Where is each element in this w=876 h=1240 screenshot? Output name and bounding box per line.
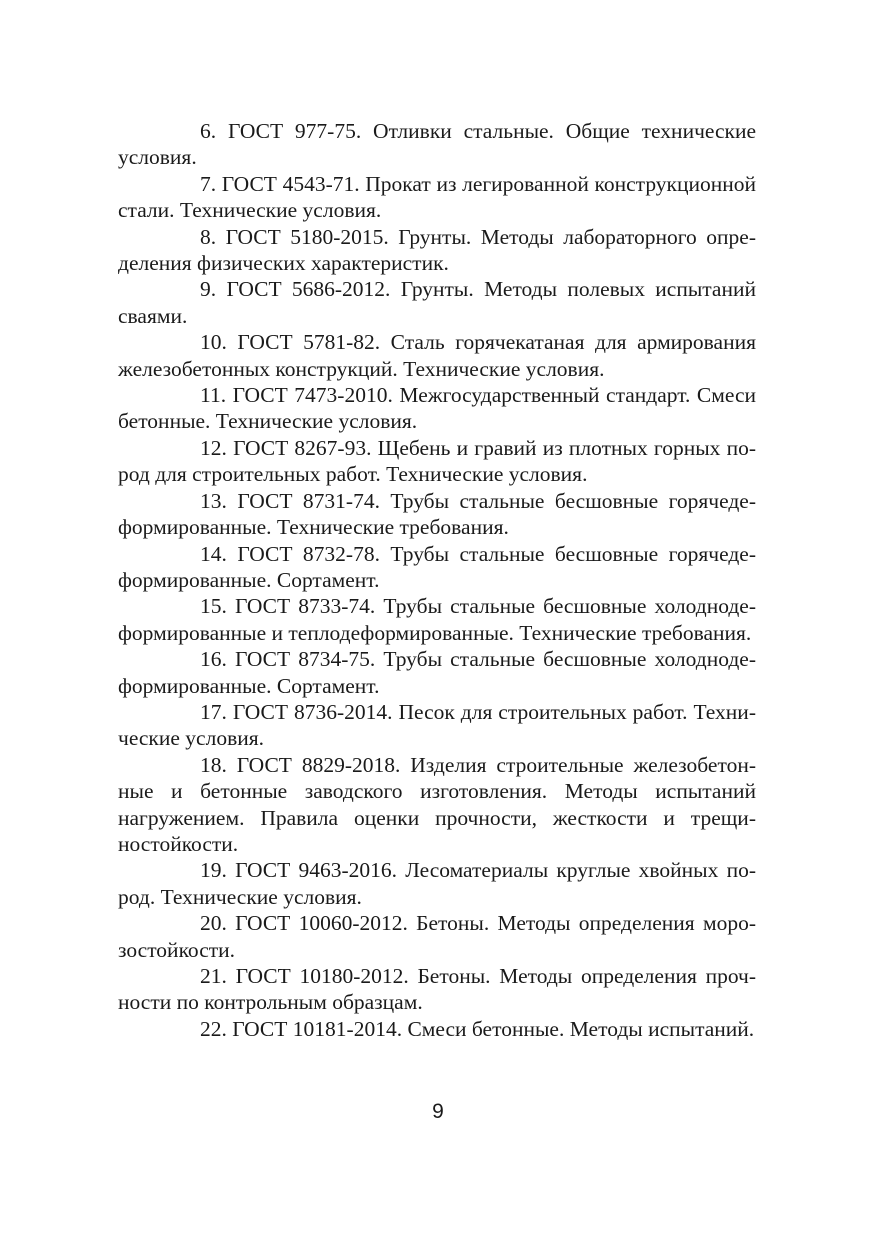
reference-item [118, 857, 756, 910]
reference-number: 11. [200, 383, 227, 408]
reference-text: ГОСТ 8732-78. Трубы стальные бесшовные горячедеформированные. Сортамент. [118, 541, 756, 592]
reference-number: 18. [200, 752, 227, 777]
reference-number: 13. [200, 488, 227, 513]
reference-text: ГОСТ 5781-82. Сталь горячекатаная для армирования железобетонных конструкций. Технические условия. [118, 330, 756, 381]
reference-number: 17. [200, 699, 227, 724]
reference-number: 15. [200, 594, 227, 619]
reference-item [118, 752, 756, 858]
reference-text: ГОСТ 9463-2016. Лесоматериалы круглые хвойных пород. Технические условия. [118, 858, 757, 909]
reference-number: 8. [200, 224, 217, 249]
reference-text: ГОСТ 8734-75. Трубы стальные бесшовные холоднодеформированные. Сортамент. [118, 647, 757, 698]
reference-item [118, 276, 756, 329]
reference-item [118, 329, 756, 382]
reference-item [118, 646, 756, 699]
reference-item [118, 593, 756, 646]
reference-item [118, 910, 756, 963]
reference-number: 10. [200, 330, 227, 355]
reference-text: ГОСТ 8736-2014. Песок для строительных работ. Технические условия. [118, 699, 756, 751]
reference-item [118, 382, 756, 435]
reference-text: ГОСТ 4543-71. Прокат из легированной конструкционной стали. Технические условия. [118, 171, 757, 223]
reference-number: 9. [200, 277, 217, 302]
reference-number: 19. [200, 858, 227, 883]
reference-item [118, 1016, 756, 1042]
reference-number: 12. [200, 435, 227, 460]
reference-number: 6. [200, 119, 217, 143]
page-number: 9 [432, 1100, 444, 1123]
reference-text: ГОСТ 8829-2018. Изделия строительные железобетонные и бетонные заводского изготовления. Методы испытаний нагружением. Правила оценки прочности, жесткости и трещиностойкости. [118, 752, 756, 856]
reference-number: 22. [200, 1016, 227, 1041]
reference-item [118, 963, 756, 1016]
reference-item [118, 488, 756, 541]
reference-number: 7. [200, 171, 217, 196]
reference-text: ГОСТ 8731-74. Трубы стальные бесшовные горячедеформированные. Технические требования. [118, 488, 756, 540]
reference-item [118, 699, 756, 752]
reference-text: ГОСТ 10060-2012. Бетоны. Методы определения морозостойкости. [118, 911, 757, 962]
reference-text: ГОСТ 8733-74. Трубы стальные бесшовные холоднодеформированные и теплодеформированные. Технические требования. [118, 594, 757, 645]
reference-number: 14. [200, 541, 227, 566]
reference-text: ГОСТ 8267-93. Щебень и гравий из плотных горных пород для строительных работ. Технические условия. [118, 435, 757, 487]
reference-text: ГОСТ 5180-2015. Грунты. Методы лабораторного определения физических характеристик. [118, 224, 757, 276]
reference-list [118, 118, 756, 1042]
reference-text: ГОСТ 10181-2014. Смеси бетонные. Методы испытаний. [232, 1016, 755, 1041]
reference-text: ГОСТ 10180-2012. Бетоны. Методы определения прочности по контрольным образцам. [118, 964, 756, 1015]
reference-item [118, 118, 756, 171]
reference-number: 16. [200, 647, 227, 672]
reference-text: ГОСТ 977-75. Отливки стальные. Общие технические условия. [118, 119, 756, 170]
reference-text: ГОСТ 5686-2012. Грунты. Методы полевых испытаний сваями. [118, 277, 756, 328]
reference-text: ГОСТ 7473-2010. Межгосударственный стандарт. Смеси бетонные. Технические условия. [118, 383, 756, 434]
reference-item [118, 435, 756, 488]
reference-item [118, 224, 756, 277]
reference-number: 20. [200, 911, 227, 936]
reference-number: 21. [200, 964, 227, 988]
reference-item [118, 171, 756, 224]
reference-item [118, 541, 756, 594]
